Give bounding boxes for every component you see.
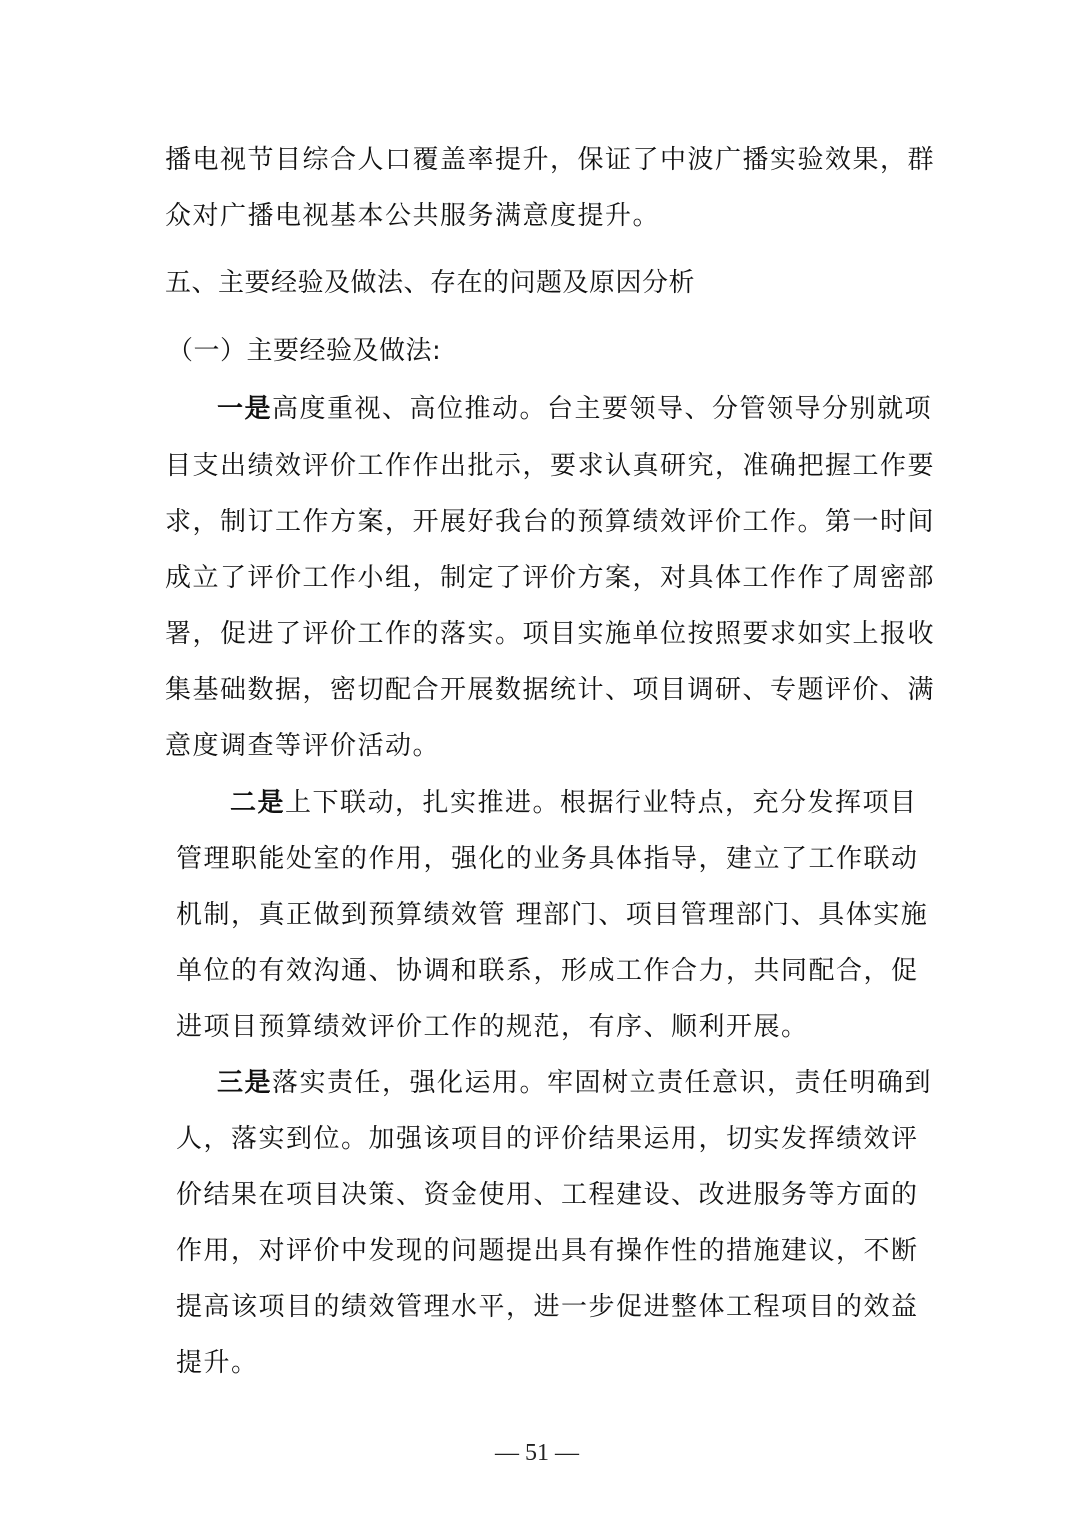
intro-line-2: 众对广播电视基本公共服务满意度提升。 [165, 201, 661, 231]
para1-line: 集基础数据，密切配合开展数据统计、项目调研、专题评价、满 [165, 675, 936, 705]
para3-line: 作用，对评价中发现的问题提出具有操作性的措施建议，不断 [176, 1236, 919, 1266]
para1-first-line-text: 高度重视、高位推动。台主要领导、分管领导分别就项 [272, 394, 933, 424]
para3-line: 价结果在项目决策、资金使用、工程建设、改进服务等方面的 [176, 1180, 919, 1210]
para3-first-line [217, 1066, 933, 1100]
para1-line: 意度调查等评价活动。 [165, 731, 441, 761]
para3-line: 人，落实到位。加强该项目的评价结果运用，切实发挥绩效评 [176, 1124, 919, 1154]
section-heading: 五、主要经验及做法、存在的问题及原因分析 [165, 268, 696, 298]
subsection-heading: （一）主要经验及做法: [167, 336, 442, 366]
para2-line: 进项目预算绩效评价工作的规范，有序、顺利开展。 [176, 1012, 809, 1042]
para2-first-line-text: 上下联动，扎实推进。根据行业特点，充分发挥项目 [285, 788, 918, 818]
para2-line: 管理职能处室的作用，强化的业务具体指导，建立了工作联动 [176, 844, 919, 874]
para1-line: 目支出绩效评价工作作出批示，要求认真研究，准确把握工作要 [165, 451, 936, 481]
page-number: — 51 — [495, 1440, 579, 1466]
intro-line-1: 播电视节目综合人口覆盖率提升，保证了中波广播实验效果，群 [165, 145, 936, 175]
para1-line: 求，制订工作方案，开展好我台的预算绩效评价工作。第一时间 [165, 507, 936, 537]
para2-lead: 二是 [230, 788, 286, 818]
para1-line: 成立了评价工作小组，制定了评价方案，对具体工作作了周密部 [165, 563, 936, 593]
para1-lead: 一是 [217, 394, 273, 424]
para3-line: 提升。 [176, 1348, 259, 1378]
para2-line: 机制，真正做到预算绩效管 理部门、项目管理部门、具体实施 [176, 900, 929, 930]
para2-first-line [230, 786, 918, 820]
para3-line: 提高该项目的绩效管理水平，进一步促进整体工程项目的效益 [176, 1292, 919, 1322]
para1-first-line [217, 392, 933, 426]
para1-line: 署，促进了评价工作的落实。项目实施单位按照要求如实上报收 [165, 619, 936, 649]
para2-line: 单位的有效沟通、协调和联系，形成工作合力，共同配合，促 [176, 956, 919, 986]
para3-first-line-text: 落实责任，强化运用。牢固树立责任意识，责任明确到 [272, 1068, 933, 1098]
para3-lead: 三是 [217, 1068, 273, 1098]
